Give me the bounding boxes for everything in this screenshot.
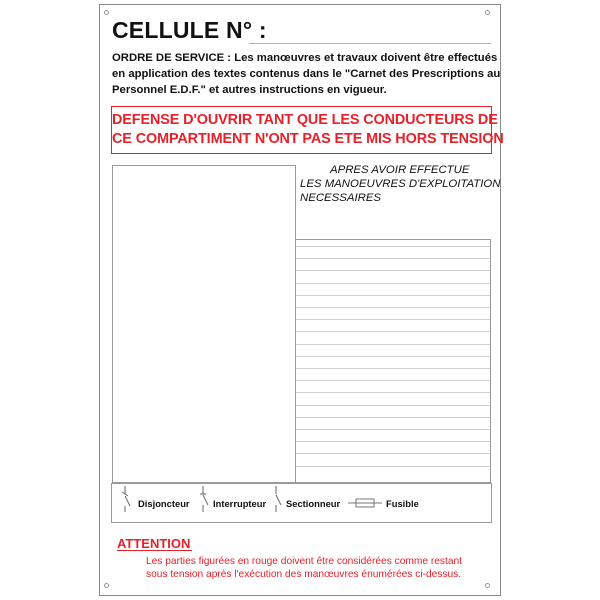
maneuver-rule-line — [296, 295, 490, 296]
attention-note — [146, 555, 496, 581]
interrupteur-symbol-icon — [197, 486, 211, 512]
maneuver-rule-line — [296, 405, 490, 406]
attention-title: ATTENTION — [117, 536, 191, 551]
service-order-line: ORDRE DE SERVICE : Les manœuvres et travaux doivent être effectués — [112, 52, 498, 64]
disjoncteur-symbol-icon — [118, 486, 132, 512]
maneuver-rule-line — [296, 380, 490, 381]
maneuver-rule-line — [296, 344, 490, 345]
service-order-line: en application des textes contenus dans le "Carnet des Prescriptions au — [112, 68, 501, 80]
danger-warning-line: DEFENSE D'OUVRIR TANT QUE LES CONDUCTEURS DE — [112, 112, 498, 128]
maneuver-rule-line — [296, 466, 490, 467]
maneuver-rule-line — [296, 441, 490, 442]
maneuver-rule-line — [296, 392, 490, 393]
attention-underline — [117, 550, 192, 551]
fusible-symbol-icon — [348, 497, 382, 509]
cellule-number-line — [249, 43, 491, 44]
maneuver-rule-line — [296, 368, 490, 369]
diagram-area — [112, 165, 296, 483]
danger-warning-line: CE COMPARTIMENT N'ONT PAS ETE MIS HORS TENSION — [112, 131, 504, 147]
apres-text — [300, 163, 501, 205]
maneuver-rule-line — [296, 307, 490, 308]
title-row — [112, 17, 492, 47]
maneuver-rule-line — [296, 453, 490, 454]
sectionneur-symbol-icon — [270, 486, 284, 512]
service-order-text — [112, 50, 501, 98]
maneuver-rule-line — [296, 417, 490, 418]
maneuver-rule-line — [296, 283, 490, 284]
legend-interrupteur: Interrupteur — [213, 498, 267, 509]
screw-hole-top-right — [485, 10, 490, 15]
apres-line: LES MANOEUVRES D'EXPLOITATION — [300, 178, 501, 190]
maneuver-lines-area — [296, 239, 491, 483]
screw-hole-top-left — [104, 10, 109, 15]
maneuver-rule-line — [296, 331, 490, 332]
apres-line: NECESSAIRES — [300, 192, 382, 204]
legend-fusible: Fusible — [386, 498, 419, 509]
attention-note-line: Les parties figurées en rouge doivent être considérées comme restant — [146, 556, 462, 567]
screw-hole-bottom-right — [485, 583, 490, 588]
maneuver-rule-line — [296, 270, 490, 271]
maneuver-rule-line — [296, 319, 490, 320]
attention-note-line: sous tension après l'exécution des manœuvres énumérées ci-dessus. — [146, 569, 462, 580]
screw-hole-bottom-left — [104, 583, 109, 588]
service-order-line: Personnel E.D.F." et autres instructions en vigueur. — [112, 84, 387, 96]
maneuver-rule-line — [296, 246, 490, 247]
danger-warning-box — [111, 106, 504, 154]
maneuver-rule-line — [296, 258, 490, 259]
apres-line: APRES AVOIR EFFECTUE — [330, 164, 470, 176]
legend-sectionneur: Sectionneur — [286, 498, 341, 509]
maneuver-rule-line — [296, 356, 490, 357]
legend-disjoncteur: Disjoncteur — [138, 498, 190, 509]
cellule-title: CELLULE N° : — [112, 17, 267, 43]
maneuver-rule-line — [296, 429, 490, 430]
